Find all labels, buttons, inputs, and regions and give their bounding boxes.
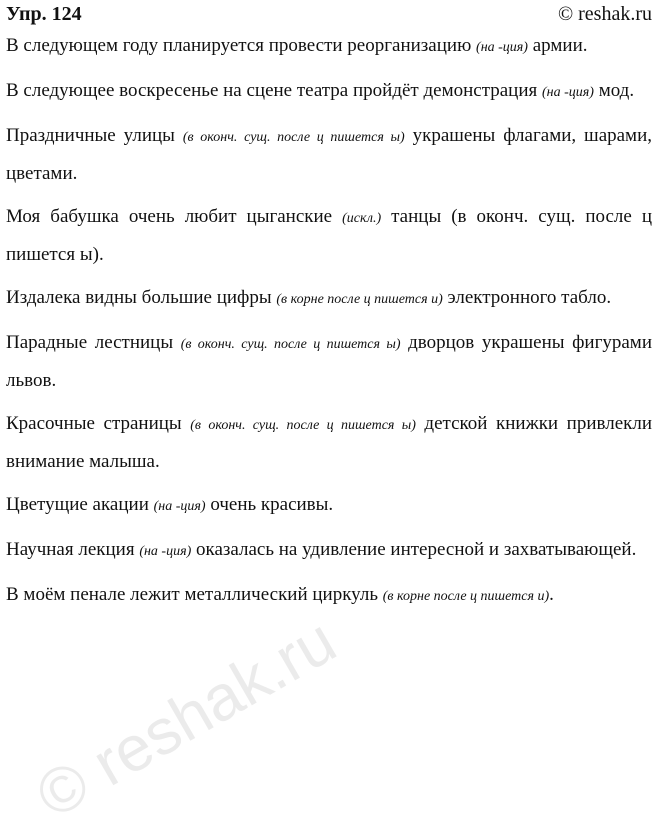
sentence-tail: детской книжки привлекли внимание малыша. [6, 413, 653, 472]
sentence-10 [6, 577, 652, 615]
sentence-1 [6, 28, 652, 66]
rule-note: (на -ция) [476, 40, 528, 55]
sentence-tail: оказалась на удивление интересной и захватывающей. [191, 539, 637, 560]
sentence-text: В следующее воскресенье на сцене театра пройдёт демонстрация [6, 80, 542, 101]
sentence-text: Моя бабушка очень любит цыганские [6, 206, 343, 227]
sentence-tail: . [549, 584, 554, 605]
sentence-3 [6, 118, 652, 192]
rule-note: (на -ция) [542, 85, 594, 100]
sentence-7 [6, 406, 652, 480]
sentence-list [6, 28, 652, 615]
rule-note: (в оконч. сущ. после ц пишется ы) [182, 130, 405, 145]
sentence-text: Праздничные улицы [6, 125, 183, 146]
sentence-8 [6, 487, 652, 525]
rule-note: (искл.) [342, 211, 382, 226]
sentence-9 [6, 532, 652, 570]
rule-note: (на -ция) [139, 544, 192, 559]
sentence-2 [6, 73, 652, 111]
sentence-text: Красочные страницы [6, 413, 191, 434]
sentence-text: В моём пенале лежит металлический циркуль [6, 584, 383, 605]
page-header [6, 0, 652, 28]
sentence-tail: очень красивы. [205, 494, 334, 515]
sentence-tail: дворцов украшены фигурами львов. [6, 332, 652, 391]
sentence-5 [6, 280, 652, 318]
sentence-text: В следующем году планируется провести реорганизацию [6, 35, 477, 56]
watermark: © reshak.ru [24, 603, 348, 833]
site-credit: © reshak.ru [557, 2, 652, 25]
rule-note: (в корне после ц пишется и) [382, 589, 550, 604]
sentence-text: Цветущие акации [6, 494, 154, 515]
sentence-6 [6, 325, 652, 399]
rule-note: (в оконч. сущ. после ц пишется ы) [180, 337, 401, 352]
sentence-text: Научная лекция [6, 539, 140, 560]
sentence-text: Издалека видны большие цифры [6, 287, 277, 308]
sentence-tail: электронного табло. [442, 287, 612, 308]
sentence-tail: мод. [593, 80, 635, 101]
sentence-tail: украшены флагами, шарами, цветами. [6, 125, 652, 184]
rule-note: (в корне после ц пишется и) [276, 292, 443, 307]
sentence-tail: армии. [527, 35, 588, 56]
rule-note: (на -ция) [153, 499, 206, 514]
sentence-tail: танцы (в оконч. сущ. после ц пишется ы). [6, 206, 653, 265]
sentence-text: Парадные лестницы [6, 332, 181, 353]
rule-note: (в оконч. сущ. после ц пишется ы) [190, 418, 416, 433]
exercise-number: Упр. 124 [6, 2, 82, 25]
sentence-4 [6, 199, 652, 273]
